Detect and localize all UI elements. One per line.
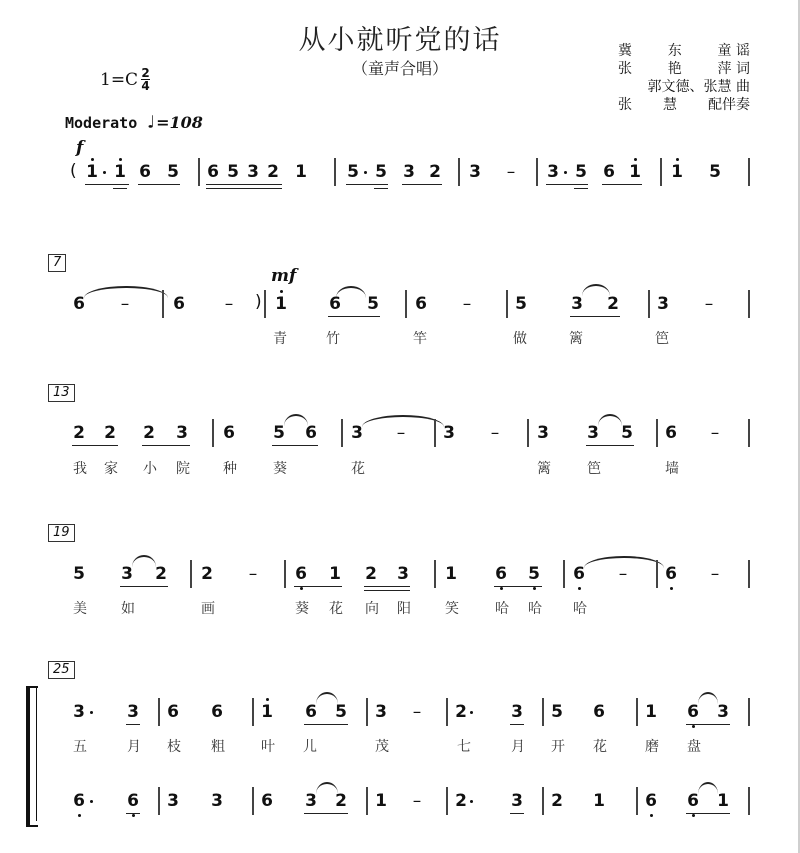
note: –	[710, 423, 720, 443]
credits	[618, 42, 750, 114]
beam-underline	[138, 184, 180, 185]
note: 3	[537, 423, 549, 443]
slur	[698, 692, 718, 704]
note: 3	[247, 162, 259, 182]
lyric: 我	[73, 461, 87, 477]
note: –	[490, 423, 500, 443]
parenthesis: (	[70, 161, 77, 181]
beam-underline	[126, 813, 140, 814]
beam-underline	[72, 445, 118, 446]
note: 5	[273, 423, 285, 443]
note: 2	[365, 564, 377, 584]
barline	[434, 560, 436, 588]
beam-underline	[374, 188, 388, 189]
note: 5	[367, 294, 379, 314]
barline	[366, 787, 368, 815]
note: –	[506, 162, 516, 182]
beam-underline	[304, 813, 348, 814]
note: 6	[495, 564, 507, 584]
rehearsal-mark: 19	[48, 524, 75, 542]
note: 3	[511, 702, 523, 722]
note: 3	[397, 564, 409, 584]
key-signature: 1=C $\frac{2}{4}$	[100, 66, 150, 93]
lyric: 五	[73, 739, 87, 755]
note: 6	[573, 564, 585, 584]
barline	[366, 698, 368, 726]
lyric: 种	[223, 461, 237, 477]
beam-underline	[402, 184, 442, 185]
note: 5	[167, 162, 179, 182]
barline	[158, 787, 160, 815]
beam-underline	[113, 188, 127, 189]
note: 3	[375, 702, 387, 722]
lyric: 月	[511, 739, 525, 755]
note: 6	[415, 294, 427, 314]
slur	[336, 286, 366, 298]
lyric: 盘	[687, 739, 701, 755]
note: 5	[575, 162, 587, 182]
note: 1	[261, 702, 273, 722]
note: –	[412, 702, 422, 722]
barline	[252, 698, 254, 726]
note: 6	[305, 423, 317, 443]
lyric: 哈	[573, 601, 587, 617]
note: 3	[176, 423, 188, 443]
beam-underline	[206, 188, 282, 189]
lyric: 花	[329, 601, 343, 617]
note: 1	[114, 162, 126, 182]
beam-underline	[602, 184, 642, 185]
note: 3	[305, 791, 317, 811]
note: 6	[305, 702, 317, 722]
note: 1	[86, 162, 98, 182]
note: –	[396, 423, 406, 443]
barline	[660, 158, 662, 186]
time-signature: $\frac{2}{4}$	[141, 66, 150, 93]
note: 5	[73, 564, 85, 584]
barline	[458, 158, 460, 186]
beam-underline	[142, 445, 190, 446]
augmentation-dot	[90, 800, 93, 803]
barline	[656, 560, 658, 588]
barline	[405, 290, 407, 318]
slur	[582, 284, 610, 296]
note: 5	[227, 162, 239, 182]
barline	[748, 560, 750, 588]
lyric: 花	[351, 461, 365, 477]
note: 1	[629, 162, 641, 182]
beam-underline	[364, 590, 410, 591]
lyric: 如	[121, 601, 135, 617]
note: 1	[445, 564, 457, 584]
barline	[748, 787, 750, 815]
note: 3	[351, 423, 363, 443]
lyric: 笆	[655, 331, 669, 347]
note: 2	[455, 791, 467, 811]
barline	[162, 290, 164, 318]
note: 5	[528, 564, 540, 584]
lyric: 粗	[211, 739, 225, 755]
barline	[284, 560, 286, 588]
note: 1	[717, 791, 729, 811]
note: 5	[621, 423, 633, 443]
note: 3	[211, 791, 223, 811]
note: 6	[261, 791, 273, 811]
barline	[446, 787, 448, 815]
lyric: 枝	[167, 739, 181, 755]
lyric: 家	[104, 461, 118, 477]
beam-underline	[574, 188, 588, 189]
lyric: 院	[176, 461, 190, 477]
note: 3	[587, 423, 599, 443]
slur	[698, 782, 718, 794]
barline	[748, 158, 750, 186]
barline	[434, 419, 436, 447]
beam-underline	[686, 813, 730, 814]
barline	[542, 698, 544, 726]
credit-accompaniment: 张 慧 配伴奏	[618, 97, 750, 113]
note: 2	[143, 423, 155, 443]
note: 5	[347, 162, 359, 182]
note: 6	[665, 564, 677, 584]
beam-underline	[304, 724, 348, 725]
parenthesis: )	[255, 292, 262, 312]
lyric: 美	[73, 601, 87, 617]
note: 1	[671, 162, 683, 182]
note: 1	[645, 702, 657, 722]
note: 6	[211, 702, 223, 722]
note: 6	[295, 564, 307, 584]
note: –	[224, 294, 234, 314]
note: 6	[687, 702, 699, 722]
barline	[542, 787, 544, 815]
note: 3	[717, 702, 729, 722]
credit-composer: 郭文德、张慧 曲	[647, 79, 750, 95]
note: –	[248, 564, 258, 584]
lyric: 哈	[528, 601, 542, 617]
song-subtitle: （童声合唱）	[351, 59, 448, 78]
beam-underline	[346, 184, 388, 185]
lyric: 叶	[261, 739, 275, 755]
beam-underline	[494, 586, 542, 587]
barline	[190, 560, 192, 588]
rehearsal-mark: 7	[48, 254, 66, 272]
lyric: 葵	[295, 601, 309, 617]
barline	[527, 419, 529, 447]
barline	[656, 419, 658, 447]
barline	[341, 419, 343, 447]
beam-underline	[206, 184, 282, 185]
note: –	[462, 294, 472, 314]
lyric: 做	[513, 331, 527, 347]
barline	[636, 698, 638, 726]
note: 2	[267, 162, 279, 182]
note: 3	[571, 294, 583, 314]
lyric: 竹	[326, 331, 340, 347]
barline	[636, 787, 638, 815]
note: 2	[155, 564, 167, 584]
lyric: 哈	[495, 601, 509, 617]
note: 3	[127, 702, 139, 722]
note: 2	[607, 294, 619, 314]
lyric: 画	[201, 601, 215, 617]
lyric: 葵	[273, 461, 287, 477]
note: 2	[335, 791, 347, 811]
lyric: 开	[551, 739, 565, 755]
barline	[563, 560, 565, 588]
lyric: 墙	[665, 461, 679, 477]
note: 3	[547, 162, 559, 182]
augmentation-dot	[90, 711, 93, 714]
note: 2	[104, 423, 116, 443]
augmentation-dot	[564, 171, 567, 174]
barline	[536, 158, 538, 186]
barline	[198, 158, 200, 186]
barline	[252, 787, 254, 815]
note: 1	[593, 791, 605, 811]
slur	[316, 782, 338, 794]
note: –	[618, 564, 628, 584]
tempo-marking: Moderato ♩ =108	[65, 112, 203, 133]
lyric: 篱	[569, 331, 583, 347]
note: 3	[443, 423, 455, 443]
augmentation-dot	[103, 171, 106, 174]
slur	[132, 555, 156, 567]
slur	[284, 414, 308, 426]
note: 6	[687, 791, 699, 811]
lyric: 向	[365, 601, 379, 617]
note: 1	[295, 162, 307, 182]
barline	[648, 290, 650, 318]
note: 2	[201, 564, 213, 584]
beam-underline	[328, 316, 380, 317]
note: 6	[603, 162, 615, 182]
note: 6	[665, 423, 677, 443]
beam-underline	[126, 724, 140, 725]
dynamic-forte: f	[76, 138, 84, 158]
augmentation-dot	[470, 800, 473, 803]
note: –	[710, 564, 720, 584]
augmentation-dot	[364, 171, 367, 174]
note: 5	[335, 702, 347, 722]
augmentation-dot	[470, 711, 473, 714]
note: 6	[207, 162, 219, 182]
note: 3	[657, 294, 669, 314]
beam-underline	[85, 184, 129, 185]
lyric: 竿	[413, 331, 427, 347]
note: 1	[375, 791, 387, 811]
note: 6	[127, 791, 139, 811]
barline	[212, 419, 214, 447]
barline	[506, 290, 508, 318]
beam-underline	[294, 586, 342, 587]
lyric: 茂	[375, 739, 389, 755]
credit-lyrics-source: 冀 东 童 谣	[618, 43, 750, 59]
rehearsal-mark: 13	[48, 384, 75, 402]
beam-underline	[272, 445, 318, 446]
note: –	[704, 294, 714, 314]
barline	[748, 419, 750, 447]
note: 3	[73, 702, 85, 722]
lyric: 七	[457, 739, 471, 755]
lyric: 小	[143, 461, 157, 477]
slur	[316, 692, 338, 704]
note: 3	[403, 162, 415, 182]
barline	[334, 158, 336, 186]
beam-underline	[586, 445, 634, 446]
note: 6	[173, 294, 185, 314]
note: 2	[429, 162, 441, 182]
beam-underline	[686, 724, 730, 725]
barline	[748, 698, 750, 726]
quarter-note-icon: ♩	[145, 112, 157, 133]
barline	[446, 698, 448, 726]
note: 3	[121, 564, 133, 584]
note: 1	[329, 564, 341, 584]
beam-underline	[364, 586, 410, 587]
lyric: 笆	[587, 461, 601, 477]
note: 6	[167, 702, 179, 722]
beam-underline	[570, 316, 620, 317]
note: 3	[469, 162, 481, 182]
note: 3	[511, 791, 523, 811]
note: 6	[223, 423, 235, 443]
beam-underline	[546, 184, 588, 185]
note: 6	[139, 162, 151, 182]
note: –	[120, 294, 130, 314]
barline	[158, 698, 160, 726]
lyric: 笑	[445, 601, 459, 617]
lyric: 篱	[537, 461, 551, 477]
dynamic-mezzo-forte: mf	[271, 266, 297, 286]
barline	[748, 290, 750, 318]
barline	[264, 290, 266, 318]
note: 5	[551, 702, 563, 722]
note: 2	[73, 423, 85, 443]
rehearsal-mark: 25	[48, 661, 75, 679]
note: 5	[709, 162, 721, 182]
lyric: 儿	[303, 739, 317, 755]
note: 6	[329, 294, 341, 314]
note: 6	[73, 294, 85, 314]
beam-underline	[120, 586, 168, 587]
lyric: 花	[593, 739, 607, 755]
note: 1	[275, 294, 287, 314]
lyric: 阳	[397, 601, 411, 617]
song-title: 从小就听党的话	[298, 25, 502, 56]
beam-underline	[510, 813, 524, 814]
note: 5	[375, 162, 387, 182]
lyric: 月	[127, 739, 141, 755]
note: 2	[551, 791, 563, 811]
note: 5	[515, 294, 527, 314]
slur	[598, 414, 622, 426]
note: 6	[593, 702, 605, 722]
beam-underline	[510, 724, 524, 725]
lyric: 青	[273, 331, 287, 347]
note: 3	[167, 791, 179, 811]
note: –	[412, 791, 422, 811]
note: 2	[455, 702, 467, 722]
credit-lyricist: 张 艳 萍 词	[618, 61, 750, 77]
lyric: 磨	[645, 739, 659, 755]
note: 6	[645, 791, 657, 811]
note: 6	[73, 791, 85, 811]
